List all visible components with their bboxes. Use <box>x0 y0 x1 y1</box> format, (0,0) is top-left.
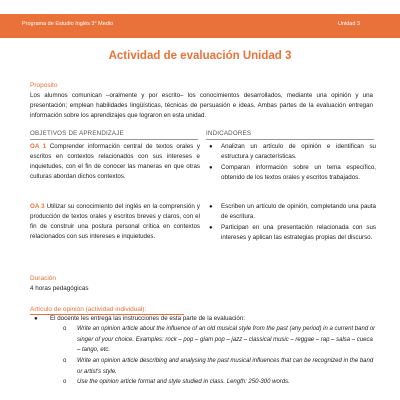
articulo-intro: ● El docente les entrega las instrucciones de esta parte de la evaluación: <box>34 315 246 322</box>
oa-item-3 <box>30 202 200 242</box>
proposito-text: Los alumnos comunican –oralmente y por escrito– los conocimientos desarrollados, mediante una opinión y una presentación; emplean habilidades lingüísticas, técnicas de persuasión e ideas. Ambas partes de la evaluación entregan información sobre los aprendizajes que lograron en esta unidad. <box>30 92 373 119</box>
circle-bullet-icon: o <box>63 358 67 364</box>
bullet-icon: ● <box>209 225 213 231</box>
oa-tag: OA 1 <box>30 143 47 150</box>
indicador-list-2 <box>206 202 376 243</box>
bullet-icon: ● <box>34 315 38 322</box>
instruction-item: o Use the opinion article format and style studied in class. Length: 250-300 words. <box>77 377 377 388</box>
circle-bullet-icon: o <box>63 379 67 385</box>
oa-text: Utilizar su conocimiento del inglés en la comprensión y producción de textos orales y escritos breves y claros, con el fin de construir una postura personal crítica en contextos relacionados con sus intereses e inquietudes. <box>30 203 200 240</box>
indicador-item: ● Escriben un artículo de opinión, completando una pauta de escritura. <box>209 203 376 220</box>
page-title: Actividad de evaluación Unidad 3 <box>108 50 292 62</box>
proposito-heading: Propósito <box>30 82 58 89</box>
indicador-item: ● Participan en una presentación relacionada con sus intereses y aplican las estrategias propias del discurso. <box>209 224 376 241</box>
header-bar <box>0 14 400 38</box>
duracion-text: 4 horas pedagógicas <box>30 285 89 292</box>
oa-item-1 <box>30 142 200 182</box>
header-program-title: Programa de Estudio Inglés 3° Medio <box>22 21 114 27</box>
objetivos-heading: OBJETIVOS DE APRENDIZAJE <box>30 130 124 137</box>
bullet-icon: ● <box>209 204 213 210</box>
bullet-icon: ● <box>209 144 213 150</box>
circle-bullet-icon: o <box>63 326 67 332</box>
header-unit-label: Unidad 3 <box>337 21 360 27</box>
indicador-item: ● Analizan un artículo de opinión e identifican su estructura y características. <box>209 143 376 160</box>
duracion-heading: Duración <box>30 275 57 282</box>
oa-text: Comprender información central de textos orales y escritos en contextos relacionados con sus intereses e inquietudes, con el fin de conocer las maneras en que otras culturas abordan dichos contextos. <box>30 143 200 180</box>
indicadores-heading: INDICADORES <box>206 130 252 137</box>
indicador-list-1 <box>206 142 376 183</box>
instruction-item: o Write an opinion article about the influence of an old musical style from the past (any period) in a current band or singer of your choice. Examples: rock – pop – glam pop – jazz – classical music – reggae – rap – salsa – cueca – tango, etc. <box>63 326 376 353</box>
bullet-icon: ● <box>209 165 213 171</box>
indicadores-underline <box>206 139 374 140</box>
oa-tag: OA 3 <box>30 203 45 210</box>
objetivos-underline <box>30 139 198 140</box>
articulo-heading: Artículo de opinión (actividad individual): <box>30 306 147 313</box>
indicador-item: ● Comparan información sobre un tema específico, obtenido de los textos orales y escritos trabajados. <box>209 164 376 181</box>
instruction-item: o Write an opinion article describing and analysing the past musical influences that can be recognized in the band or artist's style. <box>63 358 374 375</box>
